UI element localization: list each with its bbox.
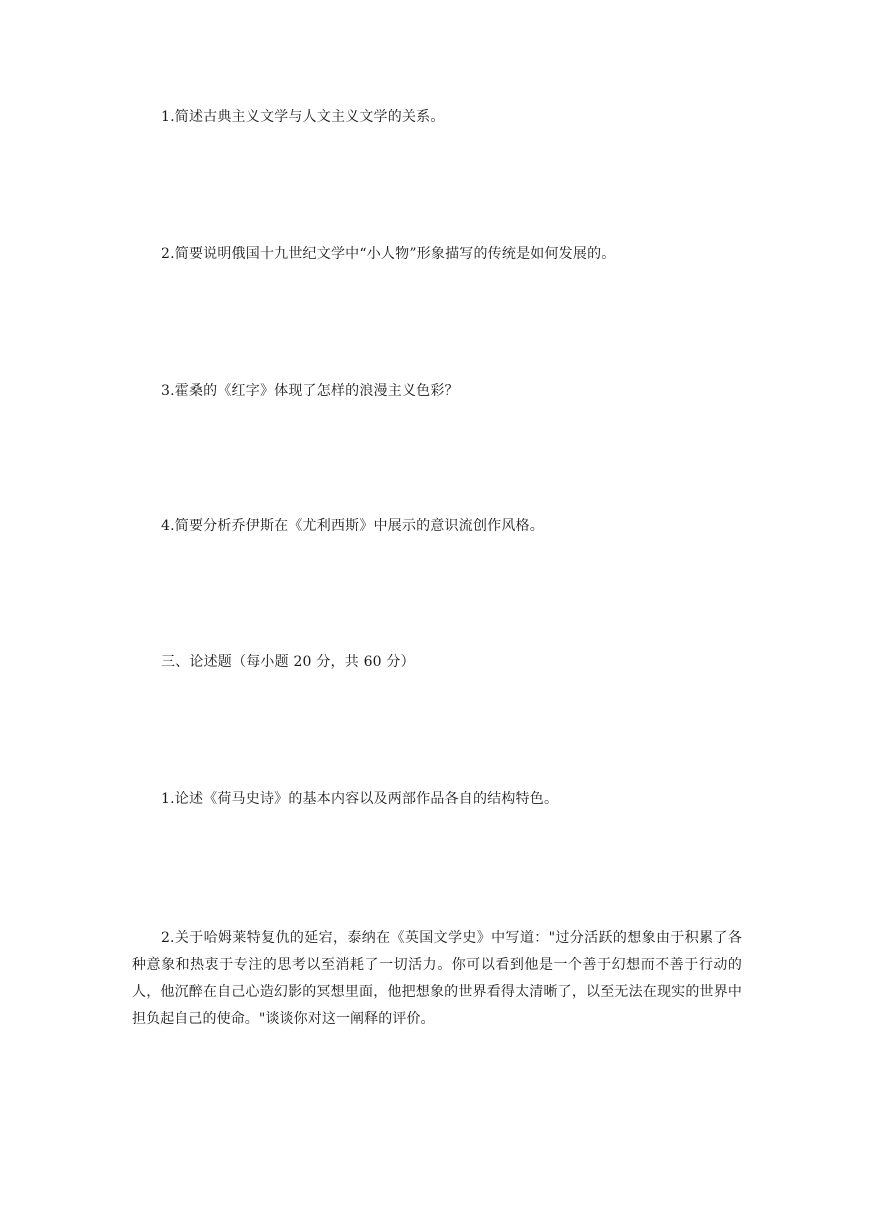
short-answer-question-1: 1.简述古典主义文学与人文主义文学的关系。 <box>161 109 445 125</box>
essay-question-1: 1.论述《荷马史诗》的基本内容以及两部作品各自的结构特色。 <box>161 791 559 807</box>
essay-section-heading: 三、论述题（每小题 20 分，共 60 分） <box>161 654 415 670</box>
short-answer-question-4: 4.简要分析乔伊斯在《尤利西斯》中展示的意识流创作风格。 <box>161 518 544 534</box>
short-answer-question-3: 3.霍桑的《红字》体现了怎样的浪漫主义色彩？ <box>161 383 459 399</box>
short-answer-question-2: 2.简要说明俄国十九世纪文学中“小人物”形象描写的传统是如何发展的。 <box>161 246 616 262</box>
essay-question-2: 2.关于哈姆莱特复仇的延宕，泰纳在《英国文学史》中写道："过分活跃的想象由于积累了各种意象和热衷于专注的思考以至消耗了一切活力。你可以看到他是一个善于幻想而不善于行动的人，他沉醉在自己心造幻影的冥想里面，他把想象的世界看得太清晰了，以至无法在现实的世界中担负起自己的使命。"谈谈你对这一阐释的评价。 <box>132 930 742 1027</box>
